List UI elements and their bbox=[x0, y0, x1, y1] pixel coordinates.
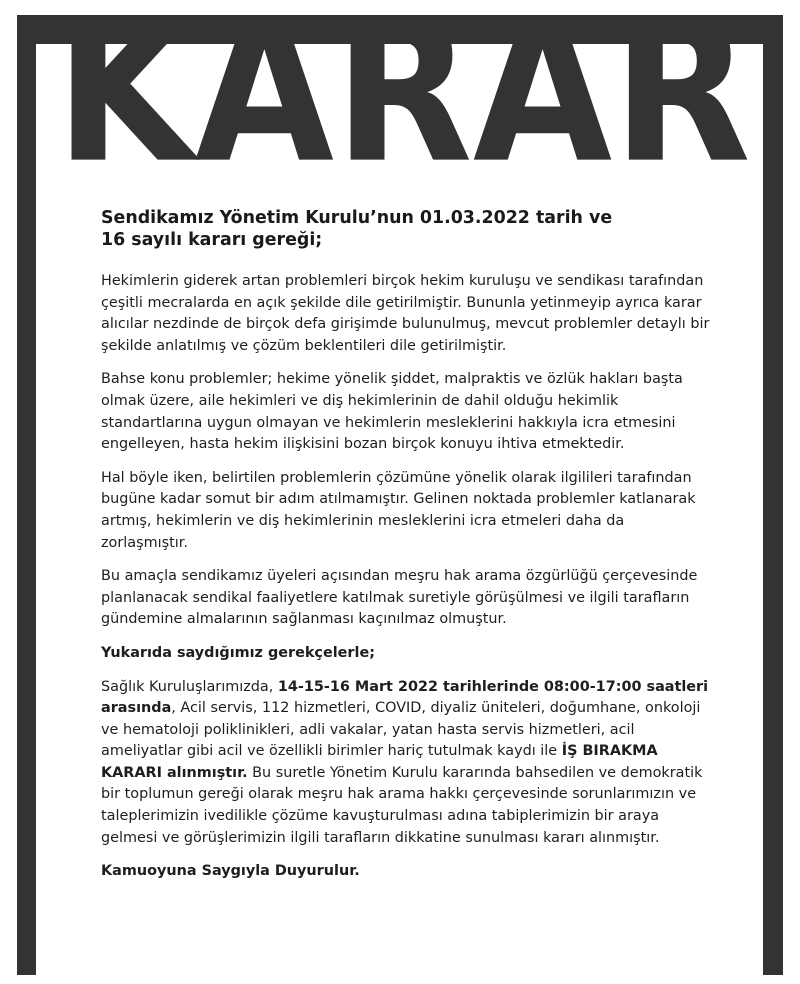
reasons-heading: Yukarıda saydığımız gerekçelerle; bbox=[101, 644, 375, 661]
document-title bbox=[101, 207, 711, 251]
paragraph: Bahse konu problemler; hekime yönelik şiddet, malpraktis ve özlük hakları başta olmak üzere, aile hekimleri ve diş hekimlerinin de dahil olduğu hekimlik standartlarına uygun olmayan ve hekimlerin mesleklerini hakkıyla icra etmesini engelleyen, hasta hekim ilişkisini bozan birçok konuyu ihtiva etmektedir. bbox=[101, 371, 683, 453]
closing-statement: Kamuoyuna Saygıyla Duyurulur. bbox=[101, 863, 360, 880]
title-line: Sendikamız Yönetim Kurulu’nun 01.03.2022 tarih ve bbox=[101, 208, 613, 228]
decision-paragraph bbox=[101, 677, 711, 850]
paragraph: Hal böyle iken, belirtilen problemlerin çözümüne yönelik olarak ilgilileri tarafından bugüne kadar somut bir adım atılmamıştır. Gelinen noktada problemler katlanarak artmış, hekimlerin ve diş hekimlerinin mesleklerini icra etmeleri daha da zorlaşmıştır. bbox=[101, 469, 696, 551]
headline-letter: A bbox=[472, 0, 609, 207]
decision-text: , Acil servis, 112 hizmetleri, COVID, diyaliz üniteleri, doğumhane, onkoloji ve hematoloji poliklinikleri, adli vakalar, yatan hasta servis hizmetleri, acil ameliyatlar gibi acil ve özellikli birimler hariç tutulmak kaydı ile bbox=[101, 700, 701, 760]
headline-letter: K bbox=[55, 0, 191, 207]
decision-text: Bu suretle Yönetim Kurulu kararında bahsedilen ve demokratik bir toplumun gereği olarak meşru hak arama hakkı çerçevesinde sorunlarımızın ve taleplerimizin ivedilikle çözüme kavuşturulması adına tabiplerimizin bir araya gelmesi ve görüşlerimizin ilgili tarafların dikkatine sunulması kararı alınmıştır. bbox=[101, 764, 703, 846]
title-line: 16 sayılı kararı gereği; bbox=[101, 230, 323, 250]
headline-karar bbox=[17, 0, 783, 207]
document-content bbox=[101, 207, 711, 895]
paragraph: Bu amaçla sendikamız üyeleri açısından meşru hak arama özgürlüğü çerçevesinde planlanacak sendikal faaliyetlere katılmak suretiyle görüşülmesi ve ilgili tarafların gündemine almalarının sağlanması kaçınılmaz olmuştur. bbox=[101, 568, 698, 628]
decision-dates: 14-15-16 Mart 2022 tarihlerinde 08:00-17:00 saatleri arasında bbox=[101, 678, 709, 717]
decision-text: Sağlık Kuruluşlarımızda, bbox=[101, 678, 278, 695]
headline-letter: A bbox=[194, 0, 330, 207]
paragraph: Hekimlerin giderek artan problemleri birçok hekim kuruluşu ve sendikası tarafından çeşitli mecralarda en açık şekilde dile getirilmiştir. Bununla yetinmeyip ayrıca karar alıcılar nezdinde de birçok defa girişimde bulunulmuş, mevcut problemler detaylı bir şekilde anlatılmış ve çözüm beklentileri dile getirilmiştir. bbox=[101, 273, 710, 354]
headline-letter: R bbox=[612, 0, 747, 207]
strike-decision: İŞ BIRAKMA KARARI alınmıştır. bbox=[101, 743, 658, 781]
headline-letter: R bbox=[334, 0, 469, 207]
